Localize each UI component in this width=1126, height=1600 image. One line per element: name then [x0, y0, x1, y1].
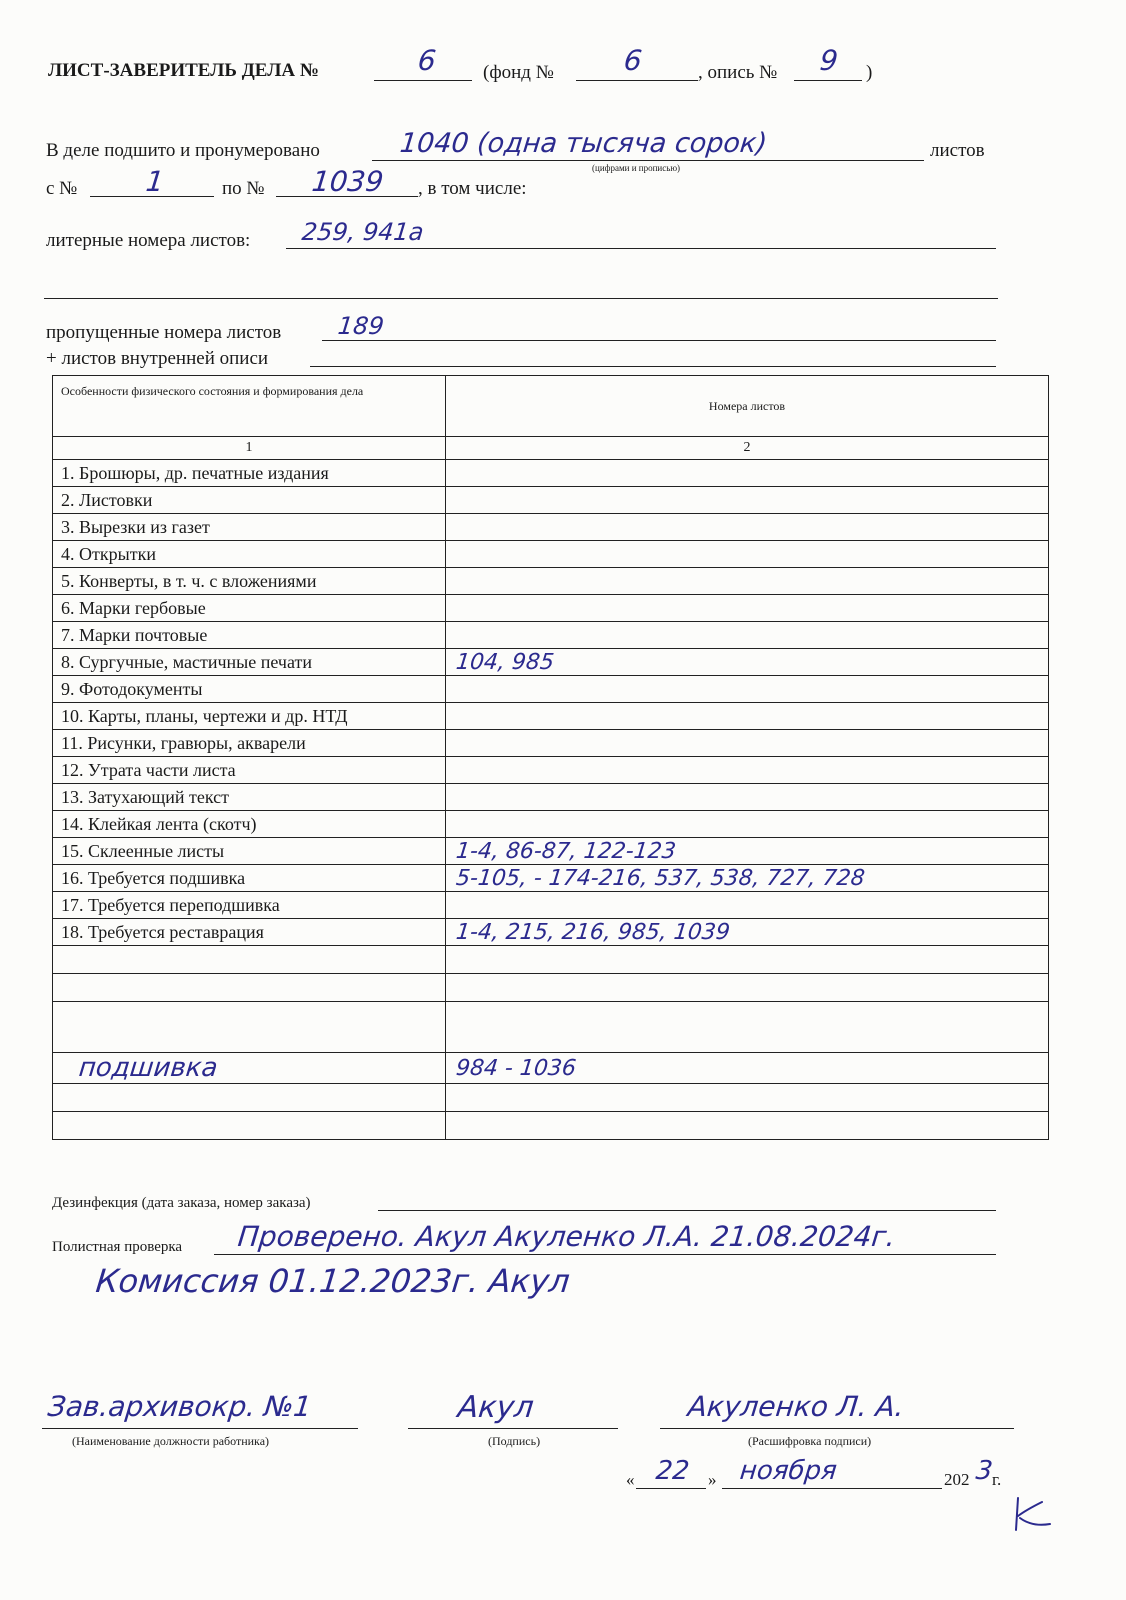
row-label: 1. Брошюры, др. печатные издания: [53, 460, 446, 487]
decode-line: [660, 1428, 1014, 1429]
decode-caption: (Расшифровка подписи): [748, 1434, 872, 1448]
liter-line: [286, 248, 996, 249]
row-value-cell: [446, 595, 1049, 622]
opis-no-line: [794, 80, 862, 81]
opis-label: , опись №: [698, 62, 778, 83]
s-value: 1: [144, 165, 166, 198]
tom-chisle: , в том числе:: [418, 178, 527, 199]
po-label: по №: [222, 178, 265, 199]
table-row-extra: [53, 1053, 1049, 1084]
position-value: Зав.архивокр. №1: [46, 1390, 313, 1423]
check-mark-icon: [1010, 1496, 1054, 1536]
dezinf-line: [378, 1210, 996, 1211]
date-year-digit: 3: [974, 1456, 995, 1486]
col1-header: Особенности физического состояния и формирования дела: [53, 376, 446, 437]
vnutr-label: + листов внутренней описи: [46, 348, 269, 369]
row-label: 6. Марки гербовые: [53, 595, 446, 622]
row-value-cell: [446, 622, 1049, 649]
dezinf-label: Дезинфекция (дата заказа, номер заказа): [52, 1195, 311, 1211]
table-row: [53, 514, 1049, 541]
table-row: [53, 865, 1049, 892]
row-value-cell: [446, 703, 1049, 730]
table-row: [53, 730, 1049, 757]
signature-value: Акул: [456, 1390, 536, 1425]
table-row: [53, 811, 1049, 838]
po-value: 1039: [310, 165, 385, 198]
row-label: 8. Сургучные, мастичные печати: [53, 649, 446, 676]
row-value-cell: [446, 568, 1049, 595]
row-label: 4. Открытки: [53, 541, 446, 568]
row-value-cell: [446, 541, 1049, 568]
blank-line: [44, 298, 998, 299]
row-label: 12. Утрата части листа: [53, 757, 446, 784]
row-value: 1-4, 86-87, 122-123: [454, 838, 678, 864]
fond-label: (фонд №: [483, 62, 554, 83]
row-label: 2. Листовки: [53, 487, 446, 514]
liter-label: литерные номера листов:: [46, 230, 251, 251]
row-value: 5-105, - 174-216, 537, 538, 727, 728: [454, 865, 867, 891]
row-value-cell: [446, 919, 1049, 946]
signature-line: [408, 1428, 618, 1429]
table-row: [53, 568, 1049, 595]
row-value-cell: [446, 811, 1049, 838]
table-row-blank: [53, 1002, 1049, 1053]
date-suffix: г.: [992, 1470, 1002, 1489]
table-row: [53, 649, 1049, 676]
table-row-blank: [53, 1112, 1049, 1140]
row-label: 3. Вырезки из газет: [53, 514, 446, 541]
table-row: [53, 838, 1049, 865]
proverka-label: Полистная проверка: [52, 1239, 183, 1255]
table-row: [53, 784, 1049, 811]
proverka-line2: Комиссия 01.12.2023г. Акул: [94, 1262, 572, 1300]
row-label: 10. Карты, планы, чертежи и др. НТД: [53, 703, 446, 730]
table-colnum-row: [53, 437, 1049, 460]
table-row: [53, 919, 1049, 946]
proverka-line: [214, 1254, 996, 1255]
opis-no-value: 9: [818, 44, 840, 77]
table-row: [53, 622, 1049, 649]
delo-no-value: 6: [416, 44, 438, 77]
row-value-cell: [446, 865, 1049, 892]
row-value-cell: [446, 487, 1049, 514]
position-caption: (Наименование должности работника): [72, 1434, 270, 1448]
row-label: 9. Фотодокументы: [53, 676, 446, 703]
table-row: [53, 487, 1049, 514]
row-label: 17. Требуется переподшивка: [53, 892, 446, 919]
table-header-row: [53, 376, 1049, 437]
row-label: 13. Затухающий текст: [53, 784, 446, 811]
opis-close: ): [866, 62, 873, 83]
table-row: [53, 595, 1049, 622]
table-row-blank: [53, 946, 1049, 974]
col1-number: 1: [53, 437, 446, 460]
table-row: [53, 541, 1049, 568]
extra-label: подшивка: [77, 1053, 220, 1083]
row-value-cell: [446, 757, 1049, 784]
decode-value: Акуленко Л. А.: [686, 1390, 906, 1423]
extra-label-cell: [53, 1053, 446, 1084]
table-row: [53, 460, 1049, 487]
col2-header: Номера листов: [446, 376, 1049, 437]
table-row-blank: [53, 974, 1049, 1002]
row-label: 11. Рисунки, гравюры, акварели: [53, 730, 446, 757]
caption-cifr: (цифрами и прописью): [592, 163, 681, 173]
row-label: 5. Конверты, в т. ч. с вложениями: [53, 568, 446, 595]
row-value: 104, 985: [454, 649, 556, 675]
liter-value: 259, 941а: [300, 218, 426, 246]
s-label: с №: [46, 178, 78, 199]
propush-label: пропущенные номера листов: [46, 322, 282, 343]
propush-line: [322, 340, 996, 341]
doc-title: ЛИСТ-ЗАВЕРИТЕЛЬ ДЕЛА №: [48, 60, 319, 81]
podshito-label: В деле подшито и пронумеровано: [46, 140, 320, 161]
signature-caption: (Подпись): [488, 1434, 541, 1448]
row-value-cell: [446, 514, 1049, 541]
date-month: ноября: [738, 1456, 839, 1486]
row-value-cell: [446, 784, 1049, 811]
extra-value-cell: [446, 1053, 1049, 1084]
extra-value: 984 - 1036: [454, 1055, 578, 1081]
row-value-cell: [446, 730, 1049, 757]
row-label: 14. Клейкая лента (скотч): [53, 811, 446, 838]
row-label: 15. Склеенные листы: [53, 838, 446, 865]
delo-no-line: [374, 80, 472, 81]
date-year-prefix: 202: [944, 1470, 970, 1489]
col2-number: 2: [446, 437, 1049, 460]
table-row: [53, 703, 1049, 730]
row-value-cell: [446, 460, 1049, 487]
table-row: [53, 676, 1049, 703]
row-value-cell: [446, 676, 1049, 703]
row-value-cell: [446, 838, 1049, 865]
row-value-cell: [446, 649, 1049, 676]
podshito-line: [372, 160, 924, 161]
row-label: 7. Марки почтовые: [53, 622, 446, 649]
propush-value: 189: [336, 312, 386, 340]
row-value-cell: [446, 892, 1049, 919]
table-row-blank: [53, 1084, 1049, 1112]
listov-label: листов: [930, 140, 985, 161]
date-day-line: [636, 1488, 706, 1489]
table-row: [53, 892, 1049, 919]
proverka-line1: Проверено. Акул Акуленко Л.А. 21.08.2024г.: [236, 1220, 897, 1253]
table-row: [53, 757, 1049, 784]
position-line: [42, 1428, 358, 1429]
row-label: 16. Требуется подшивка: [53, 865, 446, 892]
fond-no-value: 6: [622, 44, 644, 77]
vnutr-line: [310, 366, 996, 367]
row-label: 18. Требуется реставрация: [53, 919, 446, 946]
date-open-quote: «: [626, 1470, 635, 1489]
date-close-quote: »: [708, 1470, 717, 1489]
podshito-value: 1040 (одна тысяча сорок): [398, 128, 769, 159]
date-day: 22: [654, 1456, 691, 1486]
date-month-line: [722, 1488, 942, 1489]
row-value: 1-4, 215, 216, 985, 1039: [454, 919, 732, 945]
fond-no-line: [576, 80, 698, 81]
physical-state-table: [52, 375, 1049, 1140]
